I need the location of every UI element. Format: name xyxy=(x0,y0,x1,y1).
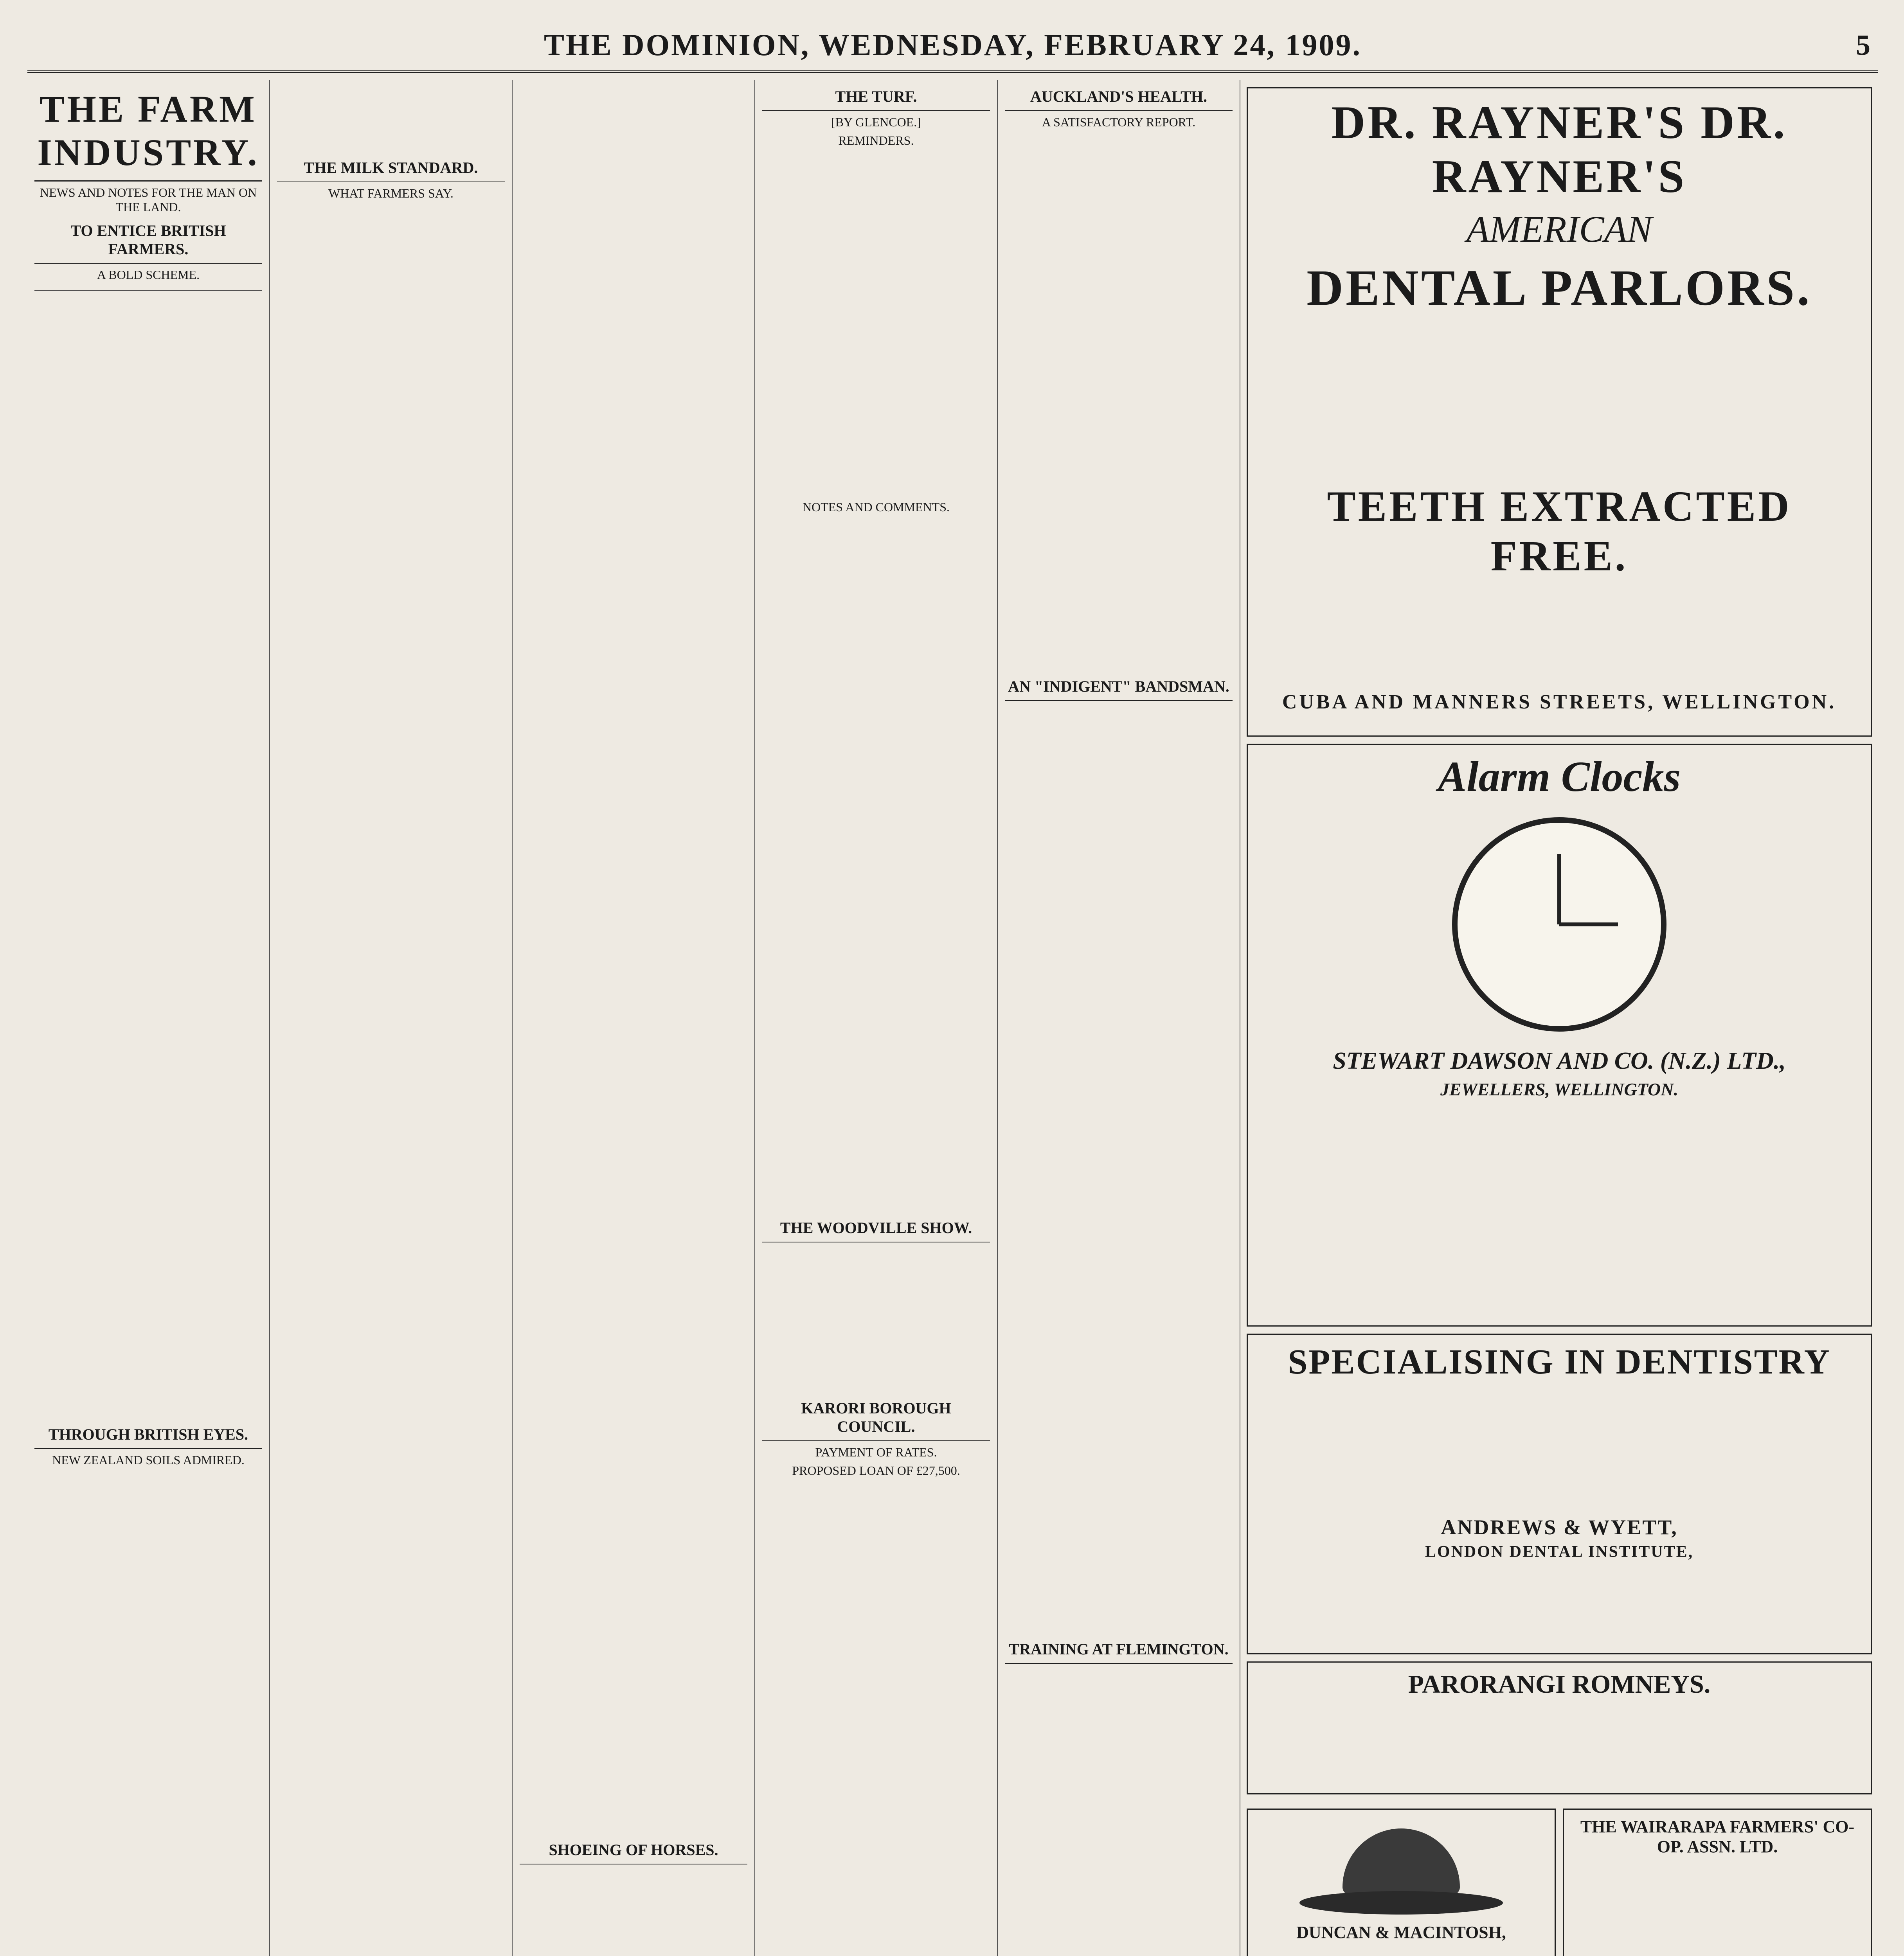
ad-alarm-clocks xyxy=(1247,744,1872,1327)
column-auckland xyxy=(998,80,1240,1956)
farm-section-heading: THROUGH BRITISH EYES. xyxy=(34,1425,262,1449)
ad-rayner-dental: DENTAL PARLORS. xyxy=(1307,260,1812,316)
column-farm-1 xyxy=(27,80,270,1956)
alarm-clock-icon xyxy=(1452,817,1666,1032)
auckland-section-heading: AN "INDIGENT" BANDSMAN. xyxy=(1005,677,1233,701)
turf-section-heading: PAYMENT OF RATES. xyxy=(815,1445,937,1459)
farm-section-heading: THE MILK STANDARD. xyxy=(277,158,505,182)
farm-section-heading: A BOLD SCHEME. xyxy=(97,268,200,282)
turf-section-heading: REMINDERS. xyxy=(838,133,914,147)
ad-wairarapa-campbell xyxy=(1563,1809,1872,1956)
turf-byline: [BY GLENCOE.] xyxy=(831,115,921,129)
column-farm-3 xyxy=(513,80,755,1956)
ad-alarm-title: Alarm Clocks xyxy=(1438,753,1681,800)
farm-heading: THE FARM INDUSTRY. xyxy=(34,87,262,182)
column-farm-2 xyxy=(270,80,513,1956)
turf-section-heading: TRAINING AT FLEMINGTON. xyxy=(1005,1640,1233,1664)
column-advertisements xyxy=(1240,80,1878,1956)
hat-brim xyxy=(1299,1891,1503,1915)
farm-section-heading: TO ENTICE BRITISH FARMERS. xyxy=(34,221,262,264)
ad-romneys-title: PARORANGI ROMNEYS. xyxy=(1408,1670,1711,1699)
ad-row-hats-wairarapa xyxy=(1247,1801,1872,1956)
ad-specialising-dentistry xyxy=(1247,1334,1872,1654)
column-rule xyxy=(34,290,262,291)
auckland-heading: AUCKLAND'S HEALTH. xyxy=(1005,87,1233,111)
ad-hats xyxy=(1247,1809,1556,1956)
farm-subheading: NEWS AND NOTES FOR THE MAN ON THE LAND. xyxy=(40,185,257,214)
ad-parorangi-romneys xyxy=(1247,1661,1872,1794)
ad-rayner-title: DR. RAYNER'S DR. RAYNER'S xyxy=(1331,96,1787,202)
turf-heading: THE TURF. xyxy=(762,87,990,111)
bowler-hat-icon xyxy=(1299,1828,1503,1918)
ad-alarm-firm: STEWART DAWSON AND CO. (N.Z.) LTD., xyxy=(1333,1048,1786,1074)
turf-section-heading: KARORI BOROUGH COUNCIL. xyxy=(762,1399,990,1441)
farm-section-heading: NEW ZEALAND SOILS ADMIRED. xyxy=(52,1453,245,1467)
turf-section-heading: THE WOODVILLE SHOW. xyxy=(762,1219,990,1242)
ad-dr-rayners xyxy=(1247,87,1872,737)
masthead xyxy=(27,23,1878,73)
masthead-title: THE DOMINION, WEDNESDAY, FEBRUARY 24, 1909. xyxy=(544,28,1362,62)
ad-dentistry-title: SPECIALISING IN DENTISTRY xyxy=(1288,1343,1831,1381)
hat-crown xyxy=(1343,1828,1460,1895)
ad-wairarapa-title: THE WAIRARAPA FARMERS' CO-OP. ASSN. LTD. xyxy=(1580,1817,1855,1856)
page-number: 5 xyxy=(1856,29,1870,61)
ad-dentistry-firm-sub: LONDON DENTAL INSTITUTE, xyxy=(1425,1543,1694,1561)
column-turf xyxy=(755,80,998,1956)
ad-alarm-firm-sub: JEWELLERS, WELLINGTON. xyxy=(1440,1079,1678,1099)
ad-rayner-address: CUBA AND MANNERS STREETS, WELLINGTON. xyxy=(1282,691,1837,713)
ad-rayner-teeth: TEETH EXTRACTED FREE. xyxy=(1327,482,1792,580)
turf-section-heading: PROPOSED LOAN OF £27,500. xyxy=(792,1463,960,1478)
turf-section-heading: NOTES AND COMMENTS. xyxy=(802,500,950,514)
farm-section-heading: WHAT FARMERS SAY. xyxy=(328,186,454,200)
ad-hats-firm: DUNCAN & MACINTOSH, xyxy=(1296,1923,1506,1942)
auckland-section-heading: A SATISFACTORY REPORT. xyxy=(1042,115,1196,129)
newspaper-page xyxy=(27,80,1878,1956)
farm-section-heading: SHOEING OF HORSES. xyxy=(520,1841,747,1864)
ad-rayner-american: AMERICAN xyxy=(1466,208,1652,250)
ad-dentistry-firm: ANDREWS & WYETT, xyxy=(1441,1516,1678,1539)
